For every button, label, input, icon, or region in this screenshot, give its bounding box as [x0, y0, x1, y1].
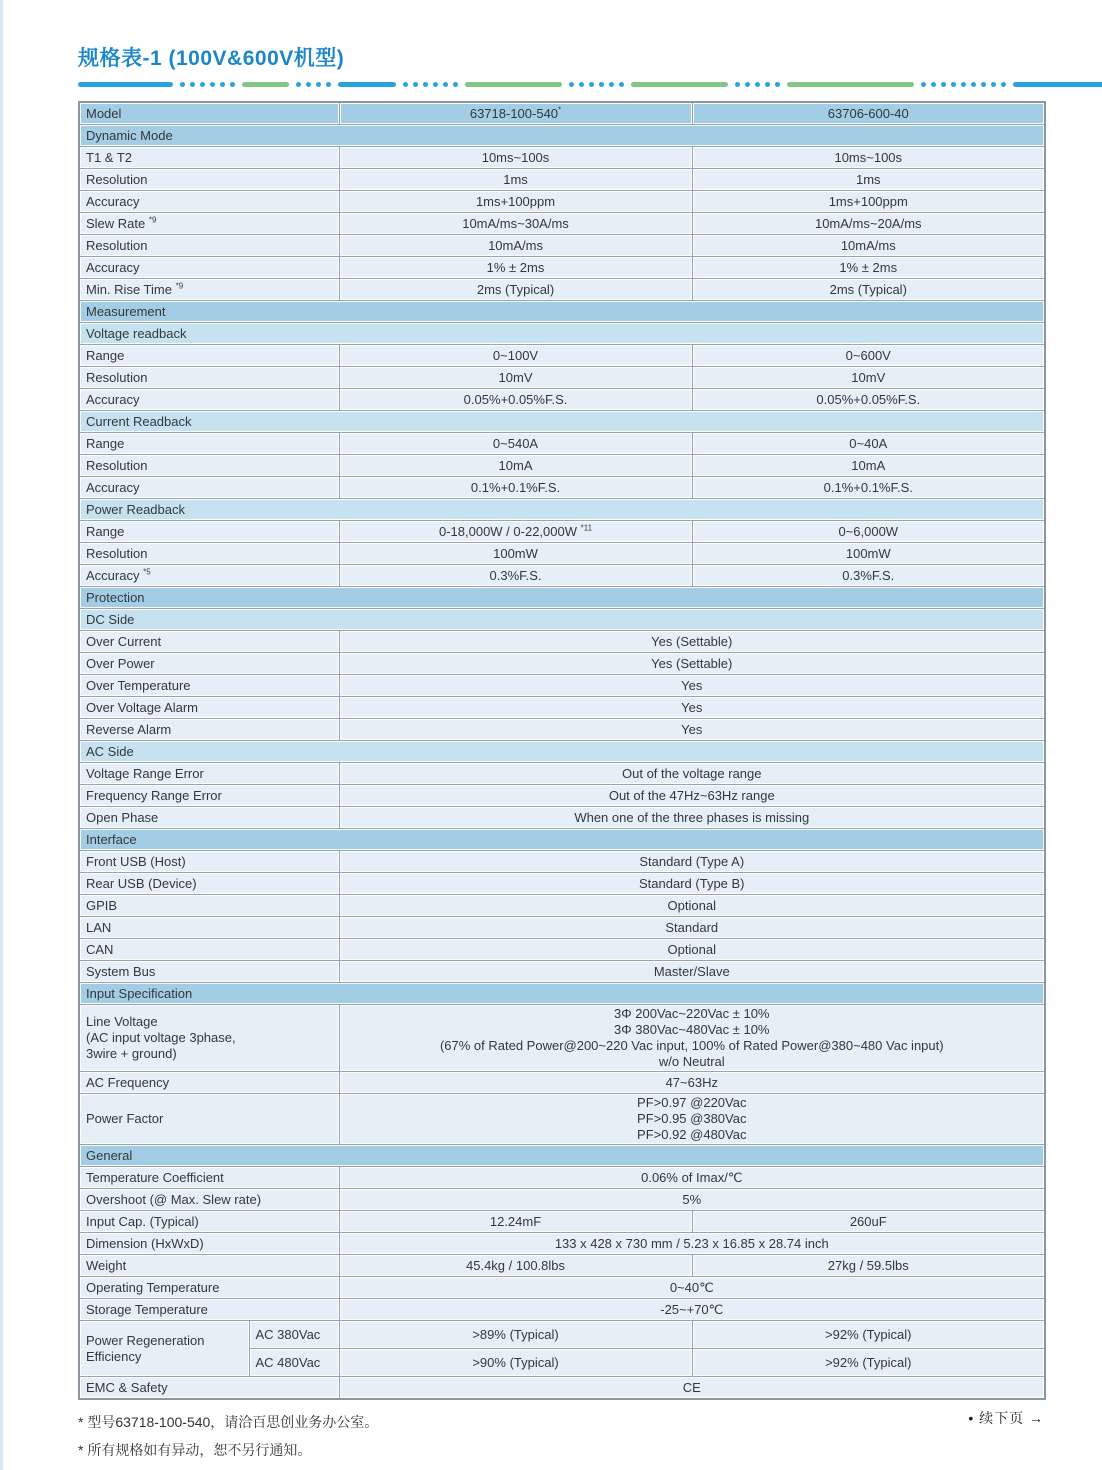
continue-next-indicator: • 续下页 →	[968, 1410, 1044, 1426]
merged-value-cell: 3Φ 200Vac~220Vac ± 10% 3Φ 380Vac~480Vac ± 10% (67% of Rated Power@200~220 Vac input, 100% of Rated Power@380~480 Vac input) w/o Neutral	[339, 1005, 1045, 1072]
value-cell-2: 260uF	[692, 1211, 1045, 1233]
row-label: Storage Temperature	[79, 1299, 339, 1321]
merged-value-cell: Optional	[339, 939, 1045, 961]
section-header-row	[79, 587, 1045, 609]
spec-row	[79, 1321, 1045, 1349]
separator-dash	[787, 82, 914, 87]
spec-row	[79, 367, 1045, 389]
merged-value-cell: Standard	[339, 917, 1045, 939]
regen-sub-label: AC 480Vac	[249, 1349, 339, 1377]
subsection-header-row	[79, 741, 1045, 763]
value-cell-2: 0.1%+0.1%F.S.	[692, 477, 1045, 499]
section-label: Input Specification	[79, 983, 1045, 1005]
spec-row	[79, 543, 1045, 565]
row-label: Min. Rise Time $^{*9}$	[79, 279, 339, 301]
spec-row	[79, 191, 1045, 213]
value-cell-2: 1ms+100ppm	[692, 191, 1045, 213]
title-separator	[78, 81, 1046, 87]
separator-dots	[735, 82, 780, 87]
section-header-row	[79, 1145, 1045, 1167]
merged-value-cell: 47~63Hz	[339, 1072, 1045, 1094]
separator-dash	[242, 82, 289, 87]
subsection-header-row	[79, 609, 1045, 631]
row-label: Frequency Range Error	[79, 785, 339, 807]
spec-row	[79, 917, 1045, 939]
subsection-label: Power Readback	[79, 499, 1045, 521]
subsection-label: AC Side	[79, 741, 1045, 763]
merged-value-cell: Master/Slave	[339, 961, 1045, 983]
row-label: GPIB	[79, 895, 339, 917]
row-label: Over Current	[79, 631, 339, 653]
row-label: Over Voltage Alarm	[79, 697, 339, 719]
section-label: Measurement	[79, 301, 1045, 323]
spec-row	[79, 1072, 1045, 1094]
merged-value-cell: 5%	[339, 1189, 1045, 1211]
row-label: Voltage Range Error	[79, 763, 339, 785]
value-cell-2: 0~6,000W	[692, 521, 1045, 543]
row-label: System Bus	[79, 961, 339, 983]
merged-value-cell: Standard (Type B)	[339, 873, 1045, 895]
subsection-header-row	[79, 499, 1045, 521]
merged-value-cell: Out of the voltage range	[339, 763, 1045, 785]
spec-row	[79, 477, 1045, 499]
model-name-2: 63706-600-40	[692, 102, 1045, 125]
separator-dots	[296, 82, 331, 87]
row-label: T1 & T2	[79, 147, 339, 169]
spec-row	[79, 1233, 1045, 1255]
subsection-label: DC Side	[79, 609, 1045, 631]
separator-dash	[338, 82, 396, 87]
merged-value-cell: CE	[339, 1377, 1045, 1400]
spec-row	[79, 1377, 1045, 1400]
merged-value-cell: Yes (Settable)	[339, 653, 1045, 675]
value-cell-2: 0.3%F.S.	[692, 565, 1045, 587]
subsection-header-row	[79, 323, 1045, 345]
page-left-edge	[0, 0, 3, 1470]
spec-table	[78, 101, 1046, 1400]
spec-row	[79, 257, 1045, 279]
row-label: Resolution	[79, 235, 339, 257]
regen-sub-label: AC 380Vac	[249, 1321, 339, 1349]
section-label: Protection	[79, 587, 1045, 609]
row-label: Weight	[79, 1255, 339, 1277]
value-cell-2: 1% ± 2ms	[692, 257, 1045, 279]
merged-value-cell: Standard (Type A)	[339, 851, 1045, 873]
spec-row	[79, 763, 1045, 785]
spec-row	[79, 147, 1045, 169]
row-label: Front USB (Host)	[79, 851, 339, 873]
row-label: Rear USB (Device)	[79, 873, 339, 895]
spec-row	[79, 1277, 1045, 1299]
value-cell-1: 45.4kg / 100.8lbs	[339, 1255, 692, 1277]
spec-row	[79, 455, 1045, 477]
separator-dots	[403, 82, 458, 87]
value-cell-2: >92% (Typical)	[692, 1321, 1045, 1349]
spec-row	[79, 785, 1045, 807]
spec-row	[79, 1255, 1045, 1277]
row-label: Over Power	[79, 653, 339, 675]
row-label: Slew Rate $^{*9}$	[79, 213, 339, 235]
row-label: Accuracy $^{*5}$	[79, 565, 339, 587]
value-cell-2: 0~40A	[692, 433, 1045, 455]
value-cell-1: 0-18,000W / 0-22,000W $^{*11}$	[339, 521, 692, 543]
section-label: Interface	[79, 829, 1045, 851]
spec-row	[79, 389, 1045, 411]
value-cell-1: 0.05%+0.05%F.S.	[339, 389, 692, 411]
merged-value-cell: 133 x 428 x 730 mm / 5.23 x 16.85 x 28.74 inch	[339, 1233, 1045, 1255]
row-label: Resolution	[79, 455, 339, 477]
section-label: General	[79, 1145, 1045, 1167]
spec-row	[79, 235, 1045, 257]
merged-value-cell: PF>0.97 @220Vac PF>0.95 @380Vac PF>0.92 @480Vac	[339, 1094, 1045, 1145]
spec-row	[79, 719, 1045, 741]
spec-row	[79, 653, 1045, 675]
value-cell-2: 27kg / 59.5lbs	[692, 1255, 1045, 1277]
row-label: Accuracy	[79, 389, 339, 411]
row-label: Accuracy	[79, 257, 339, 279]
spec-row	[79, 169, 1045, 191]
merged-value-cell: Yes (Settable)	[339, 631, 1045, 653]
spec-row	[79, 345, 1045, 367]
row-label: Power Regeneration Efficiency	[79, 1321, 249, 1377]
row-label: Accuracy	[79, 191, 339, 213]
value-cell-2: 10mA/ms~20A/ms	[692, 213, 1045, 235]
subsection-header-row	[79, 411, 1045, 433]
spec-row	[79, 807, 1045, 829]
spec-row	[79, 675, 1045, 697]
row-label: Overshoot (@ Max. Slew rate)	[79, 1189, 339, 1211]
value-cell-1: 10mA/ms	[339, 235, 692, 257]
footnote-1: * 型号63718-100-540，请洽百思创业务办公室。	[78, 1414, 379, 1430]
row-label: LAN	[79, 917, 339, 939]
spec-row	[79, 521, 1045, 543]
spec-row	[79, 631, 1045, 653]
row-label: Resolution	[79, 367, 339, 389]
model-name-1: 63718-100-540*	[339, 102, 692, 125]
value-cell-1: 10ms~100s	[339, 147, 692, 169]
value-cell-1: 0~100V	[339, 345, 692, 367]
value-cell-1: 1ms+100ppm	[339, 191, 692, 213]
spec-row	[79, 1005, 1045, 1072]
subsection-label: Voltage readback	[79, 323, 1045, 345]
row-label: Over Temperature	[79, 675, 339, 697]
spec-row	[79, 895, 1045, 917]
separator-dash	[78, 82, 173, 87]
separator-dots	[180, 82, 235, 87]
row-label: Accuracy	[79, 477, 339, 499]
value-cell-2: 10mA	[692, 455, 1045, 477]
row-label: Range	[79, 433, 339, 455]
spec-row	[79, 1299, 1045, 1321]
section-header-row	[79, 829, 1045, 851]
row-label: Dimension (HxWxD)	[79, 1233, 339, 1255]
merged-value-cell: 0~40℃	[339, 1277, 1045, 1299]
value-cell-1: 0.1%+0.1%F.S.	[339, 477, 692, 499]
section-header-row	[79, 983, 1045, 1005]
merged-value-cell: When one of the three phases is missing	[339, 807, 1045, 829]
value-cell-1: 10mA	[339, 455, 692, 477]
value-cell-2: 1ms	[692, 169, 1045, 191]
footnotes	[78, 1413, 1046, 1459]
row-label: Power Factor	[79, 1094, 339, 1145]
merged-value-cell: Yes	[339, 719, 1045, 741]
value-cell-2: >92% (Typical)	[692, 1349, 1045, 1377]
spec-row	[79, 433, 1045, 455]
value-cell-1: 0~540A	[339, 433, 692, 455]
value-cell-1: >90% (Typical)	[339, 1349, 692, 1377]
spec-row	[79, 851, 1045, 873]
spec-row	[79, 1211, 1045, 1233]
value-cell-1: 0.3%F.S.	[339, 565, 692, 587]
spec-row	[79, 961, 1045, 983]
value-cell-2: 2ms (Typical)	[692, 279, 1045, 301]
spec-row	[79, 873, 1045, 895]
value-cell-1: 12.24mF	[339, 1211, 692, 1233]
row-label: Range	[79, 345, 339, 367]
spec-row	[79, 697, 1045, 719]
section-label: Dynamic Mode	[79, 125, 1045, 147]
separator-dots	[569, 82, 624, 87]
separator-dash	[1013, 82, 1102, 87]
spec-row	[79, 565, 1045, 587]
separator-dash	[631, 82, 728, 87]
merged-value-cell: Optional	[339, 895, 1045, 917]
row-label: Reverse Alarm	[79, 719, 339, 741]
value-cell-2: 10mA/ms	[692, 235, 1045, 257]
subsection-label: Current Readback	[79, 411, 1045, 433]
merged-value-cell: Yes	[339, 697, 1045, 719]
row-label: Operating Temperature	[79, 1277, 339, 1299]
value-cell-2: 0~600V	[692, 345, 1045, 367]
spec-row	[79, 939, 1045, 961]
merged-value-cell: -25~+70℃	[339, 1299, 1045, 1321]
spec-row	[79, 213, 1045, 235]
model-row-label: Model	[79, 102, 339, 125]
row-label: EMC & Safety	[79, 1377, 339, 1400]
value-cell-2: 0.05%+0.05%F.S.	[692, 389, 1045, 411]
value-cell-2: 10mV	[692, 367, 1045, 389]
value-cell-2: 10ms~100s	[692, 147, 1045, 169]
merged-value-cell: Out of the 47Hz~63Hz range	[339, 785, 1045, 807]
separator-dots	[921, 82, 1006, 87]
merged-value-cell: 0.06% of Imax/℃	[339, 1167, 1045, 1189]
row-label: Resolution	[79, 169, 339, 191]
spec-row	[79, 1189, 1045, 1211]
section-header-row	[79, 125, 1045, 147]
value-cell-1: 100mW	[339, 543, 692, 565]
row-label: Line Voltage (AC input voltage 3phase, 3wire + ground)	[79, 1005, 339, 1072]
value-cell-1: 2ms (Typical)	[339, 279, 692, 301]
value-cell-1: 10mA/ms~30A/ms	[339, 213, 692, 235]
row-label: Temperature Coefficient	[79, 1167, 339, 1189]
row-label: Range	[79, 521, 339, 543]
page-title: 规格表-1 (100V&600V机型)	[78, 47, 345, 70]
model-header-row	[79, 102, 1045, 125]
value-cell-1: >89% (Typical)	[339, 1321, 692, 1349]
value-cell-1: 1ms	[339, 169, 692, 191]
row-label: Input Cap. (Typical)	[79, 1211, 339, 1233]
footnote-2: * 所有规格如有异动，恕不另行通知。	[78, 1442, 312, 1458]
merged-value-cell: Yes	[339, 675, 1045, 697]
row-label: Resolution	[79, 543, 339, 565]
row-label: CAN	[79, 939, 339, 961]
row-label: AC Frequency	[79, 1072, 339, 1094]
spec-table-body	[79, 102, 1045, 1399]
value-cell-1: 10mV	[339, 367, 692, 389]
value-cell-2: 100mW	[692, 543, 1045, 565]
section-header-row	[79, 301, 1045, 323]
value-cell-1: 1% ± 2ms	[339, 257, 692, 279]
spec-row	[79, 279, 1045, 301]
spec-row	[79, 1167, 1045, 1189]
separator-dash	[465, 82, 562, 87]
row-label: Open Phase	[79, 807, 339, 829]
spec-row	[79, 1094, 1045, 1145]
